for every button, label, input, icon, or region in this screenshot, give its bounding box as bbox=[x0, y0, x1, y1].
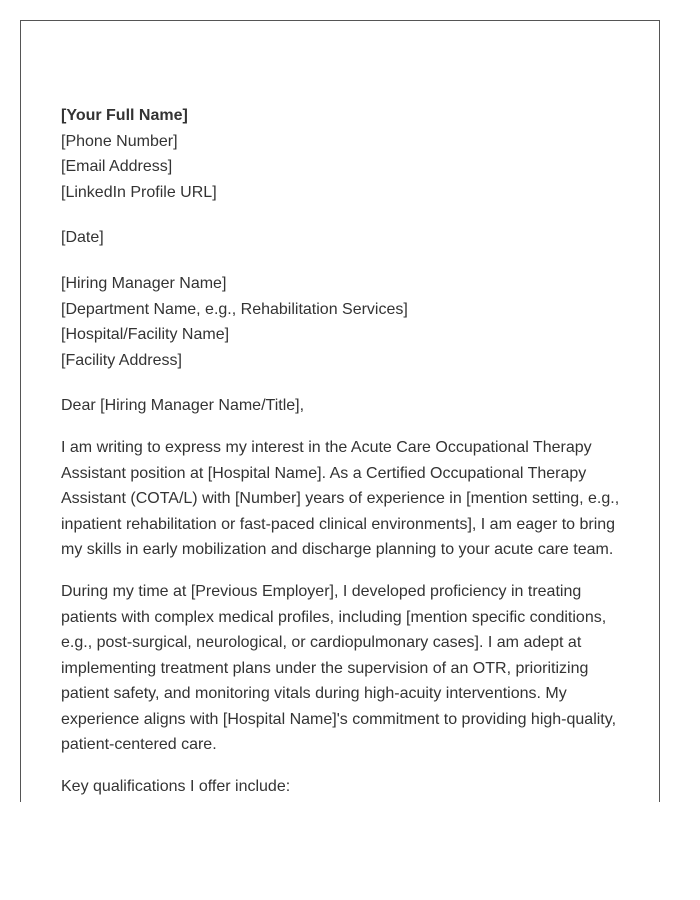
recipient-name: [Hiring Manager Name] bbox=[61, 274, 227, 292]
body-paragraph-intro: I am writing to express my interest in the Acute Care Occupational Therapy Assistant position at [Hospital Name]. As a Certified Occupational Therapy Assistant (COTA/L) with [Number] years of experience in [mention setting, e.g., inpatient rehabilitation or fast-paced clinical environments], I am eager to bring my skills in early mobilization and discharge planning to your acute care team. bbox=[61, 438, 620, 559]
sender-email: [Email Address] bbox=[61, 158, 173, 176]
recipient-address: [Facility Address] bbox=[61, 351, 182, 369]
sender-linkedin: [LinkedIn Profile URL] bbox=[61, 183, 217, 201]
sender-block bbox=[61, 103, 631, 205]
recipient-block bbox=[61, 271, 631, 373]
salutation: Dear [Hiring Manager Name/Title], bbox=[61, 397, 305, 415]
recipient-department: [Department Name, e.g., Rehabilitation Services] bbox=[61, 300, 408, 318]
letter-content bbox=[61, 103, 631, 802]
date-block bbox=[61, 225, 631, 251]
salutation-block bbox=[61, 393, 631, 419]
body-paragraph-experience: During my time at [Previous Employer], I developed proficiency in treating patients with complex medical profiles, including [mention specific conditions, e.g., post-surgical, neurological, or cardiopulmonary cases]. I am adept at implementing treatment plans under the supervision of an OTR, prioritizing patient safety, and monitoring vitals during high-acuity interventions. My experience aligns with [Hospital Name]'s commitment to providing high-quality, patient-centered care. bbox=[61, 582, 617, 754]
sender-name: [Your Full Name] bbox=[61, 107, 188, 124]
sender-phone: [Phone Number] bbox=[61, 132, 178, 150]
letter-date: [Date] bbox=[61, 229, 104, 247]
letter-page bbox=[20, 20, 660, 802]
body-paragraph-qualifications-lead: Key qualifications I offer include: bbox=[61, 778, 291, 796]
recipient-facility: [Hospital/Facility Name] bbox=[61, 326, 230, 344]
